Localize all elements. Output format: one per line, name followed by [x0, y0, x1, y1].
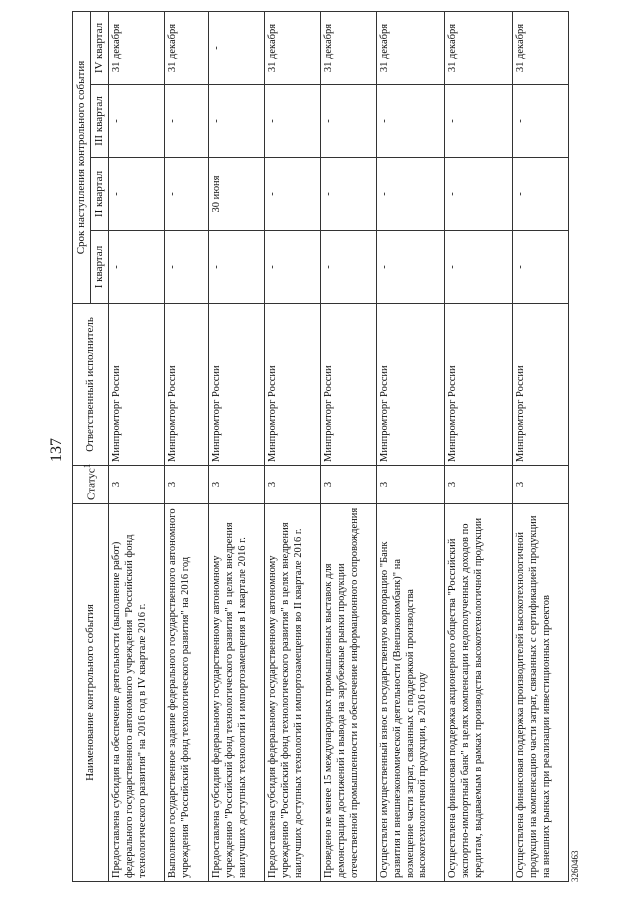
header-name: Наименование контрольного события	[73, 504, 109, 882]
table-header	[73, 12, 109, 882]
q1-cell: -	[209, 231, 265, 304]
q2-cell: -	[445, 158, 513, 231]
footnote-marker: 1	[82, 463, 93, 469]
rotated-page	[50, 12, 590, 882]
header-responsible: Ответственный исполнитель	[73, 304, 109, 466]
table-row	[321, 12, 377, 882]
table-row	[513, 12, 569, 882]
control-events-table	[72, 11, 569, 882]
q3-cell: -	[445, 85, 513, 158]
table-row	[265, 12, 321, 882]
event-name: Осуществлена финансовая поддержка акционерного общества "Российский экспортно-импортный банк" в целях компенсации недополученных доходов по кредитам, выдаваемым в рамках производства высокотехнологичной продукции	[445, 504, 513, 882]
q2-cell: -	[165, 158, 209, 231]
q4-cell: 31 декабря	[321, 12, 377, 85]
status-cell: 3	[265, 466, 321, 504]
table-row	[209, 12, 265, 882]
status-cell: 3	[513, 466, 569, 504]
responsible-cell: Минпромторг России	[513, 304, 569, 466]
event-name: Предоставлена субсидия федеральному государственному автономному учреждению "Российский фонд технологического развития" в целях внедрения наилучших доступных технологий и импортозамещения в I квартале 2016 г.	[209, 504, 265, 882]
responsible-cell: Минпромторг России	[445, 304, 513, 466]
q3-cell: -	[377, 85, 445, 158]
responsible-cell: Минпромторг России	[109, 304, 165, 466]
responsible-cell: Минпромторг России	[377, 304, 445, 466]
q2-cell: -	[377, 158, 445, 231]
header-q4: IV квартал	[91, 12, 109, 85]
q3-cell: -	[109, 85, 165, 158]
q4-cell: 31 декабря	[377, 12, 445, 85]
table-row	[165, 12, 209, 882]
q4-cell: -	[209, 12, 265, 85]
q3-cell: -	[513, 85, 569, 158]
header-q2: II квартал	[91, 158, 109, 231]
event-name: Проведено не менее 15 международных промышленных выставок для демонстрации достижений и вывода на зарубежные рынки продукции отечественной промышленности и обеспечение информационного сопровождения	[321, 504, 377, 882]
q3-cell: -	[321, 85, 377, 158]
event-name: Выполнено государственное задание федерального государственного автономного учреждения "Российский фонд технологического развития" на 2016 год	[165, 504, 209, 882]
q3-cell: -	[265, 85, 321, 158]
event-name: Осуществлен имущественный взнос в государственную корпорацию "Банк развития и внешнеэкономической деятельности (Внешэкономбанк)" на возмещение части затрат, связанных с поддержкой производства высокотехнологичной продукции, в 2016 году	[377, 504, 445, 882]
event-name: Предоставлена субсидия на обеспечение деятельности (выполнение работ) федерального государственного автономного учреждения "Российский фонд технологического развития" на 2016 год в IV квартале 2016 г.	[109, 504, 165, 882]
responsible-cell: Минпромторг России	[265, 304, 321, 466]
status-cell: 3	[445, 466, 513, 504]
responsible-cell: Минпромторг России	[209, 304, 265, 466]
status-cell: 3	[321, 466, 377, 504]
header-q3: III квартал	[91, 85, 109, 158]
table-row	[377, 12, 445, 882]
q2-cell: 30 июня	[209, 158, 265, 231]
status-cell: 3	[109, 466, 165, 504]
table-row	[445, 12, 513, 882]
q4-cell: 31 декабря	[109, 12, 165, 85]
responsible-cell: Минпромторг России	[321, 304, 377, 466]
responsible-cell: Минпромторг России	[165, 304, 209, 466]
event-name: Осуществлена финансовая поддержка производителей высокотехнологичной продукции на компенсацию части затрат, связанных с сертификацией продукции на внешних рынках при реализации инвестиционных проектов	[513, 504, 569, 882]
q1-cell: -	[445, 231, 513, 304]
status-cell: 3	[377, 466, 445, 504]
q2-cell: -	[265, 158, 321, 231]
event-name: Предоставлена субсидия федеральному государственному автономному учреждению "Российский фонд технологического развития" в целях внедрения наилучших доступных технологий и импортозамещения во II квартале 2016 г.	[265, 504, 321, 882]
q2-cell: -	[321, 158, 377, 231]
q1-cell: -	[165, 231, 209, 304]
table-row	[109, 12, 165, 882]
q1-cell: -	[513, 231, 569, 304]
q1-cell: -	[377, 231, 445, 304]
q3-cell: -	[209, 85, 265, 158]
q1-cell: -	[109, 231, 165, 304]
status-cell: 3	[165, 466, 209, 504]
q4-cell: 31 декабря	[445, 12, 513, 85]
q2-cell: -	[513, 158, 569, 231]
q2-cell: -	[109, 158, 165, 231]
q3-cell: -	[165, 85, 209, 158]
q1-cell: -	[265, 231, 321, 304]
header-deadline: Срок наступления контрольного события	[73, 12, 91, 304]
header-q1: I квартал	[91, 231, 109, 304]
q1-cell: -	[321, 231, 377, 304]
document-id: 3260463	[570, 850, 580, 882]
status-cell: 3	[209, 466, 265, 504]
header-status: Статус$^1$	[73, 466, 109, 504]
q4-cell: 31 декабря	[513, 12, 569, 85]
q4-cell: 31 декабря	[165, 12, 209, 85]
q4-cell: 31 декабря	[265, 12, 321, 85]
page-number: 137	[48, 438, 65, 462]
